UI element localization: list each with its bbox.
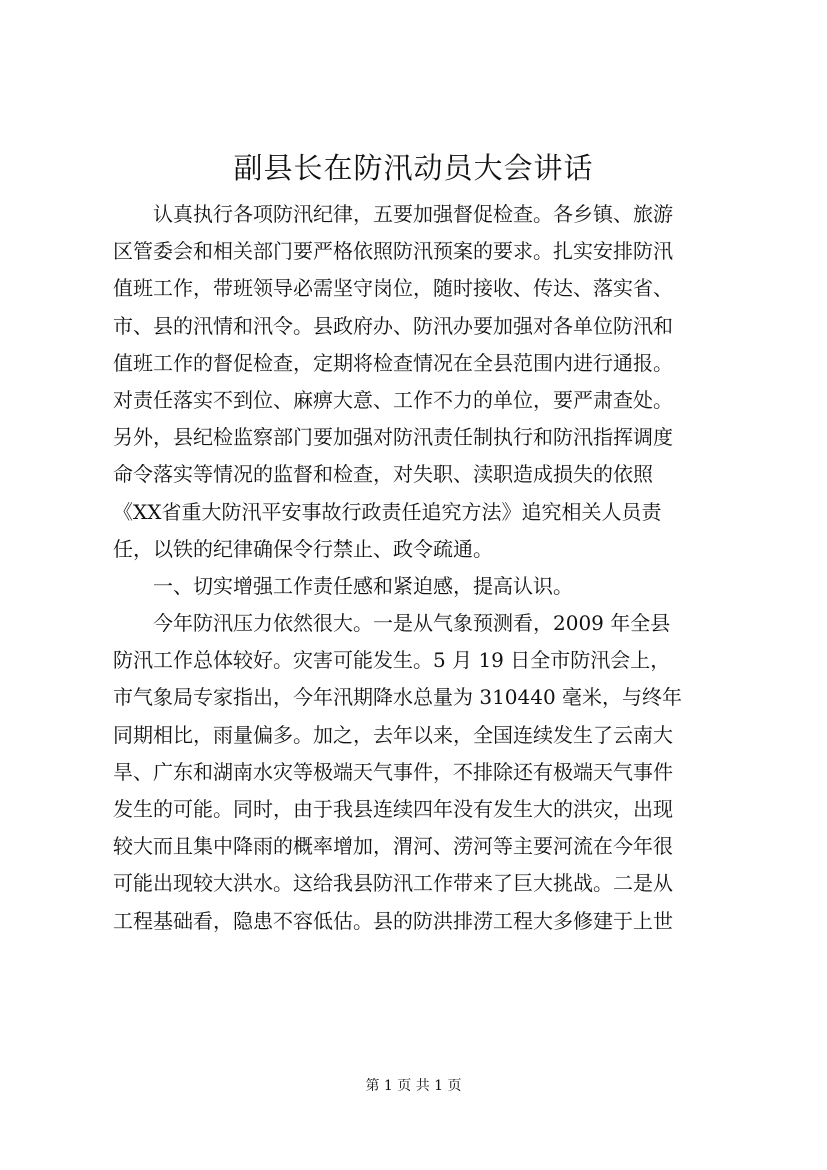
body-line-20: 工程基础看，隐患不容低估。县的防洪排涝工程大多修建于上世 (113, 908, 673, 933)
section-heading-1: 一、切实增强工作责任感和紧迫感，提高认识。 (113, 573, 573, 598)
document-title: 副县长在防汛动员大会讲话 (233, 151, 594, 185)
body-line-6: 对责任落实不到位、麻痹大意、工作不力的单位，要严肃查处。 (113, 387, 673, 412)
document-body (113, 196, 733, 940)
body-line-2: 区管委会和相关部门要严格依照防汛预案的要求。扎实安排防汛 (113, 239, 673, 264)
body-line-12: 今年防汛压力依然很大。一是从气象预测看，2009 年全县 (113, 611, 671, 636)
body-line-9: 《XX省重大防汛平安事故行政责任追究方法》追究相关人员责 (113, 499, 662, 524)
body-line-13: 防汛工作总体较好。灾害可能发生。5 月 19 日全市防汛会上， (113, 648, 671, 673)
body-line-5: 值班工作的督促检查，定期将检查情况在全县范围内进行通报。 (113, 350, 673, 375)
body-line-4: 市、县的汛情和汛令。县政府办、防汛办要加强对各单位防汛和 (113, 313, 673, 338)
body-line-3: 值班工作，带班领导必需坚守岗位，随时接收、传达、落实省、 (113, 276, 673, 301)
body-line-18: 较大而且集中降雨的概率增加，渭河、涝河等主要河流在今年很 (113, 834, 673, 859)
body-line-19: 可能出现较大洪水。这给我县防汛工作带来了巨大挑战。二是从 (113, 871, 673, 896)
body-line-1: 认真执行各项防汛纪律，五要加强督促检查。各乡镇、旅游 (113, 202, 673, 226)
body-line-10: 任，以铁的纪律确保令行禁止、政令疏通。 (113, 536, 493, 561)
body-line-8: 命令落实等情况的监督和检查，对失职、渎职造成损失的依照 (113, 462, 653, 487)
body-line-17: 发生的可能。同时，由于我县连续四年没有发生大的洪灾，出现 (113, 797, 673, 821)
body-line-15: 同期相比，雨量偏多。加之，去年以来，全国连续发生了云南大 (113, 722, 673, 747)
body-line-7: 另外，县纪检监察部门要加强对防汛责任制执行和防汛指挥调度 (113, 425, 673, 450)
page-number-footer: 第 1 页 共 1 页 (365, 1078, 462, 1094)
body-line-14: 市气象局专家指出，今年汛期降水总量为 310440 毫米，与终年 (113, 685, 683, 710)
body-line-16: 旱、广东和湖南水灾等极端天气事件，不排除还有极端天气事件 (113, 759, 673, 784)
